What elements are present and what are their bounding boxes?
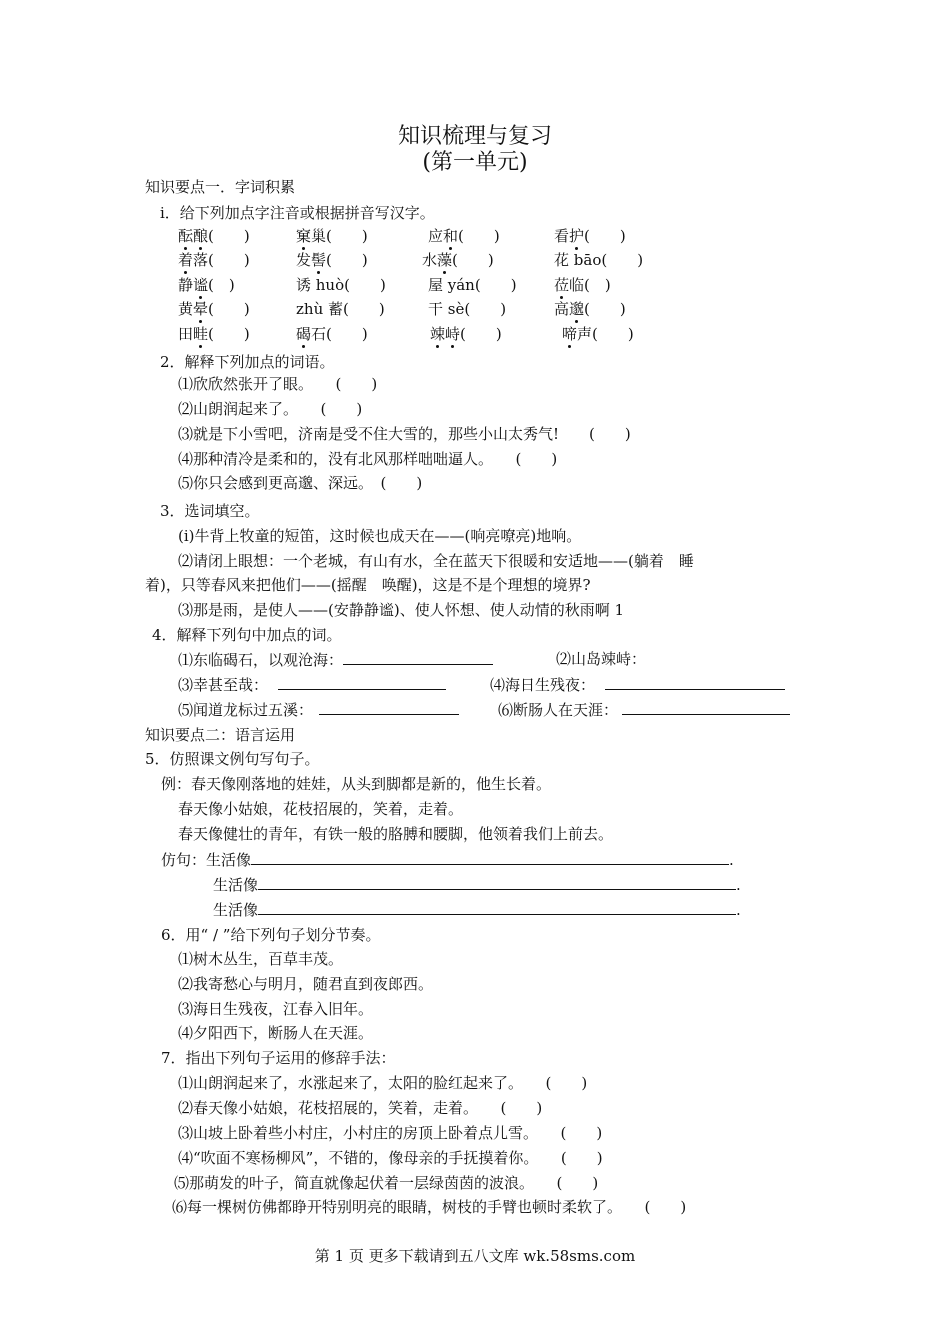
dotted-char: 护 [569, 227, 585, 245]
answer-line-row [178, 675, 446, 694]
pinyin-item: 竦峙( ) [430, 325, 502, 343]
dotted-char: 藻 [437, 251, 453, 269]
answer-line-row [213, 900, 741, 919]
dotted-char: 酿 [193, 227, 209, 245]
dotted-char: 莅 [554, 276, 570, 294]
pinyin-item: 花 bāo( ) [554, 251, 644, 269]
prompt-text: 生活像 [206, 851, 252, 869]
answer-blank[interactable] [258, 900, 736, 915]
dotted-char: 酝 [178, 227, 194, 245]
pinyin-item: 田畦( ) [178, 325, 250, 343]
answer-line-row [490, 675, 785, 694]
pinyin-item: 静谧( ) [178, 276, 235, 294]
pinyin-item: 水藻( ) [422, 251, 494, 269]
answer-line-row [178, 650, 493, 669]
list-item: ⑶海日生残夜，江春入旧年。 [178, 1000, 374, 1018]
list-item: ⑶那是雨，是使人——(安静静谧)、使人怀想、使人动情的秋雨啊 1 [178, 601, 625, 619]
answer-blank[interactable] [605, 675, 785, 690]
section-heading: 知识要点二：语言运用 [145, 726, 296, 744]
prompt-text: 仿句： [161, 851, 207, 869]
pinyin-item: 酝酿( ) [178, 227, 250, 245]
dotted-char: 髻 [311, 251, 327, 269]
question-label: 3．选词填空。 [160, 502, 260, 520]
question-label: 4．解释下列句中加点的词。 [152, 626, 342, 644]
question-label: 2．解释下列加点的词语。 [160, 353, 335, 371]
dotted-char: 着 [178, 251, 194, 269]
list-item: ⑵请闭上眼想：一个老城，有山有水，全在蓝天下很暖和安适地——(躺着 睡 [178, 552, 694, 570]
period-mark: . [729, 851, 734, 869]
answer-blank[interactable] [258, 875, 736, 890]
answer-line-row [213, 875, 741, 894]
dotted-char: 碣 [296, 325, 312, 343]
list-item: ⑷夕阳西下，断肠人在天涯。 [178, 1024, 374, 1042]
list-item: (i)牛背上牧童的短笛，这时候也成天在——(响亮嘹亮)地响。 [178, 527, 582, 545]
answer-blank[interactable] [343, 650, 493, 665]
answer-line-row [178, 700, 459, 719]
pinyin-item: 窠巢( ) [296, 227, 368, 245]
answer-blank[interactable] [251, 850, 729, 865]
pinyin-item: 莅临( ) [554, 276, 611, 294]
example-text: 例：春天像刚落地的娃娃，从头到脚都是新的，他生长着。 [161, 775, 552, 793]
list-item: ⑵山朗润起来了。 ( ) [178, 400, 363, 418]
answer-line-row [161, 850, 734, 869]
list-item: ⑶就是下小雪吧，济南是受不住大雪的，那些小山太秀气! ( ) [178, 425, 631, 443]
example-text: 春天像健壮的青年，有铁一般的胳膊和腰脚，他领着我们上前去。 [178, 825, 614, 843]
prompt-text: ⑷海日生残夜： [490, 676, 596, 694]
question-label: i．给下列加点字注音或根据拼音写汉字。 [160, 204, 435, 222]
answer-line-row [498, 700, 790, 719]
prompt-text: 生活像 [213, 901, 259, 919]
list-item: ⑶山坡上卧着些小村庄，小村庄的房顶上卧着点儿雪。 ( ) [178, 1124, 603, 1142]
list-item: ⑹每一棵树仿佛都睁开特别明亮的眼睛，树枝的手臂也顿时柔软了。 ( ) [172, 1198, 687, 1216]
list-item: ⑸你只会感到更高邈、深远。 ( ) [178, 474, 423, 492]
page-footer: 第 1 页 更多下载请到五八文库 wk.58sms.com [314, 1247, 636, 1265]
example-text: 春天像小姑娘，花枝招展的，笑着，走着。 [178, 800, 464, 818]
prompt-text: 生活像 [213, 876, 259, 894]
answer-blank[interactable] [622, 700, 790, 715]
list-item: ⑸那萌发的叶子，简直就像起伏着一层绿茵茵的波浪。 ( ) [174, 1174, 599, 1192]
list-item: ⑴树木丛生，百草丰茂。 [178, 950, 344, 968]
dotted-char: 窠 [296, 227, 312, 245]
prompt-text: ⑴东临碣石，以观沧海： [178, 651, 344, 669]
pinyin-item: 干 sè( ) [428, 300, 507, 318]
prompt-text: ⑶幸甚至哉： [178, 676, 269, 694]
prompt-text: ⑹断肠人在天涯： [498, 701, 619, 719]
page-subtitle: (第一单元) [422, 150, 528, 175]
pinyin-item: 着落( ) [178, 251, 250, 269]
pinyin-item: 看护( ) [554, 227, 626, 245]
dotted-char: 啼 [562, 325, 578, 343]
pinyin-item: 屋 yán( ) [428, 276, 517, 294]
question-label: 6．用“ / ”给下列句子划分节奏。 [161, 926, 381, 944]
prompt-text: ⑸闻道龙标过五溪： [178, 701, 314, 719]
dotted-char: 峙 [445, 325, 461, 343]
dotted-char: 谧 [193, 276, 209, 294]
pinyin-item: 高邈( ) [554, 300, 626, 318]
dotted-char: 晕 [193, 300, 209, 318]
list-item: ⑵我寄愁心与明月，随君直到夜郎西。 [178, 975, 434, 993]
pinyin-item: zhù 蓄( ) [296, 300, 385, 318]
dotted-char: 竦 [430, 325, 446, 343]
question-label: 7．指出下列句子运用的修辞手法： [161, 1049, 396, 1067]
pinyin-item: 诱 huò( ) [296, 276, 386, 294]
dotted-char: 和 [443, 227, 459, 245]
list-item: ⑴山朗润起来了，水涨起来了，太阳的脸红起来了。 ( ) [178, 1074, 588, 1092]
prompt-text: ⑵山岛竦峙： [556, 650, 647, 668]
list-item: ⑵春天像小姑娘，花枝招展的，笑着，走着。 ( ) [178, 1099, 543, 1117]
page-title: 知识梳理与复习 [397, 124, 552, 149]
pinyin-item: 碣石( ) [296, 325, 368, 343]
period-mark: . [736, 901, 741, 919]
list-item: 着)，只等春风来把他们——(摇醒 唤醒)，这是不是个理想的境界? [145, 576, 591, 594]
pinyin-item: 应和( ) [428, 227, 500, 245]
pinyin-item: 啼声( ) [562, 325, 634, 343]
period-mark: . [736, 876, 741, 894]
dotted-char: 邈 [569, 300, 585, 318]
section-heading: 知识要点一．字词积累 [145, 178, 296, 196]
list-item: ⑷那种清冷是柔和的，没有北风那样咄咄逼人。 ( ) [178, 450, 558, 468]
question-label: 5．仿照课文例句写句子。 [145, 750, 320, 768]
answer-blank[interactable] [278, 675, 446, 690]
pinyin-item: 发髻( ) [296, 251, 368, 269]
answer-blank[interactable] [319, 700, 459, 715]
pinyin-item: 黄晕( ) [178, 300, 250, 318]
list-item: ⑴欣欣然张开了眼。 ( ) [178, 375, 378, 393]
dotted-char: 畦 [193, 325, 209, 343]
list-item: ⑷“吹面不寒杨柳风”，不错的，像母亲的手抚摸着你。 ( ) [178, 1149, 603, 1167]
